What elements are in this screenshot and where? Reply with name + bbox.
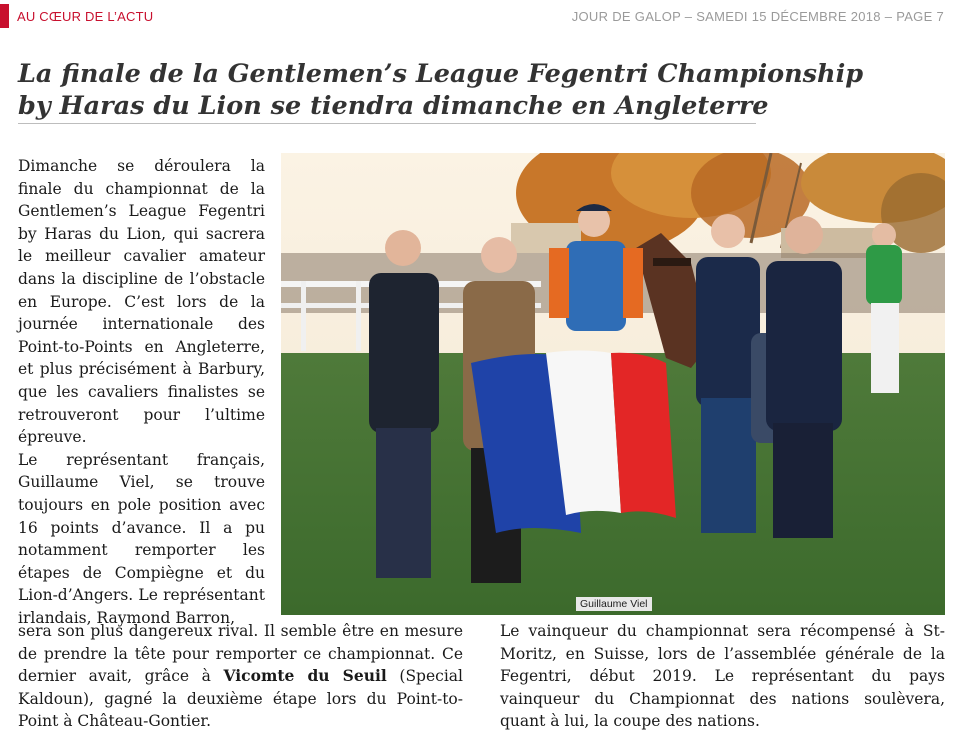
- title-divider: [18, 123, 756, 124]
- article-column-bottom-left: [18, 620, 463, 733]
- section-label: AU CŒUR DE L’ACTU: [17, 9, 154, 24]
- article-column-bottom-right: [500, 620, 945, 733]
- photo-credit: Guillaume Viel: [576, 597, 652, 611]
- article-title-line-1: La finale de la Gentlemen’s League Fegentri Championship: [18, 59, 864, 89]
- page-header: [0, 0, 960, 34]
- article-paragraph-2-end: (Special Kaldoun), gagné la deuxième étape lors du Point-to-Point à Château-Gontier.: [18, 667, 463, 731]
- article-paragraph-3: Le vainqueur du championnat sera récompensé à St-Moritz, en Suisse, lors de l’assemblée générale de la Fegentri, début 2019. Le représentant du pays vainqueur du Championnat des nations soulèvera, quant à lui, la coupe des nations.: [500, 622, 945, 731]
- article-column-left: [18, 155, 265, 629]
- photo-illustration: [281, 153, 945, 615]
- horse-name: Vicomte du Seuil: [223, 666, 387, 686]
- article-title: [18, 58, 918, 122]
- article-paragraph-2-continued: sera son plus dangereux rival. Il semble être en mesure de prendre la tête pour remporter ce championnat. Ce dernier avait, grâce à: [18, 622, 463, 686]
- article-title-line-2: by Haras du Lion se tiendra dimanche en Angleterre: [18, 91, 769, 121]
- section-accent-bar: [0, 4, 9, 28]
- page-info: JOUR DE GALOP – SAMEDI 15 DÉCEMBRE 2018 – PAGE 7: [571, 9, 944, 24]
- article-paragraph-2-start: Le représentant français, Guillaume Viel, se trouve toujours en pole position avec 16 points d’avance. Il a pu notamment remporter les étapes de Compiègne et du Lion-d’Angers. Le représentant irlandais, Raymond Barron,: [18, 450, 265, 627]
- article-photo: [281, 153, 945, 615]
- article-paragraph-1: Dimanche se déroulera la finale du championnat de la Gentlemen’s League Fegentri by Haras du Lion, qui sacrera le meilleur cavalier amateur dans la discipline de l’obstacle en Europe. C’est lors de la journée internationale des Point-to-Points en Angleterre, et plus précisément à Barbury, que les cavaliers finalistes se retrouveront pour l’ultime épreuve.: [18, 157, 265, 447]
